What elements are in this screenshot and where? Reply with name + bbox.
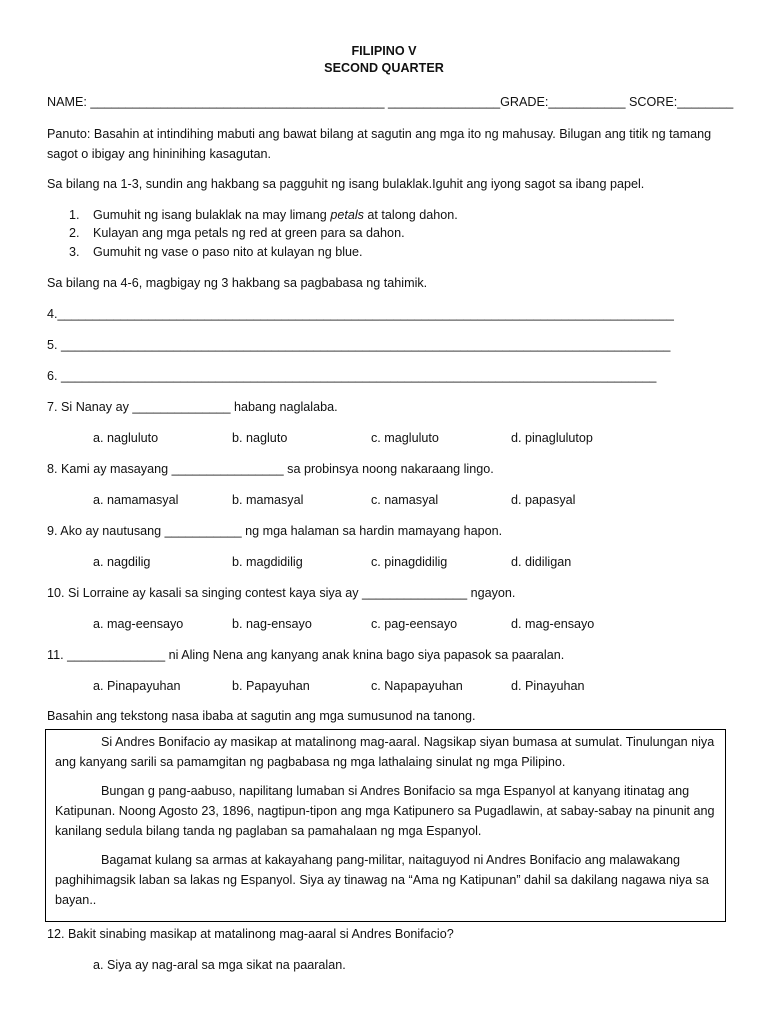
step-text-end: at talong dahon. <box>363 208 458 222</box>
passage-paragraph-2: Bungan g pang-aabuso, napilitang lumaban si Andres Bonifacio sa mga Espanyol at kanyang itinatag ang Katipunan. Noong Agosto 23, 1896, nagtipun-tipon ang mga Katipunero sa Pugadlawin, at sabay-sabay na pinunit ang kanilang sedula bilang tanda ng paglaban sa pamahalaan ng mga Espanyol. <box>55 784 715 838</box>
reading-passage-box <box>45 729 726 922</box>
option-8b[interactable]: b. mamasyal <box>232 493 304 507</box>
title-line-1: FILIPINO V <box>351 44 417 58</box>
option-12a[interactable]: a. Siya ay nag-aral sa mga sikat na paaralan. <box>93 958 346 972</box>
option-10d[interactable]: d. mag-ensayo <box>511 617 595 631</box>
answer-blank-4[interactable]: 4.________________________________________________________________________________________ <box>47 307 674 321</box>
option-7d[interactable]: d. pinaglulutop <box>511 431 593 445</box>
option-8a[interactable]: a. namamasyal <box>93 493 179 507</box>
option-11a[interactable]: a. Pinapayuhan <box>93 679 181 693</box>
answer-blank-6[interactable]: 6. _____________________________________________________________________________________ <box>47 369 657 383</box>
answer-blank-5[interactable]: 5. _______________________________________________________________________________________ <box>47 338 671 352</box>
option-10a[interactable]: a. mag-eensayo <box>93 617 184 631</box>
reading-instructions: Basahin ang tekstong nasa ibaba at sagutin ang mga sumusunod na tanong. <box>47 709 476 723</box>
passage-paragraph-1: Si Andres Bonifacio ay masikap at matalinong mag-aaral. Nagsikap siyan bumasa at sumulat. Tinulungan niya ang kanyang sarili sa pamamgitan ng pagbabasa ng mga lathalaing sinulat ng mga Pilipino. <box>55 735 715 769</box>
question-9: 9. Ako ay nautusang ___________ ng mga halaman sa hardin mamayang hapon. <box>47 524 503 538</box>
panuto-instructions: Panuto: Basahin at intindihing mabuti ang bawat bilang at sagutin ang mga ito ng mahusay. Bilugan ang titik ng tamang sagot o ibigay ang hininihing kasagutan. <box>47 127 712 161</box>
step-text: Gumuhit ng isang bulaklak na may limang <box>93 208 331 222</box>
step-number: 2. <box>69 226 80 240</box>
question-11: 11. ______________ ni Aling Nena ang kanyang anak knina bago siya papasok sa paaralan. <box>47 648 565 662</box>
option-7c[interactable]: c. magluluto <box>371 431 439 445</box>
option-8c[interactable]: c. namasyal <box>371 493 439 507</box>
step-number: 3. <box>69 245 80 259</box>
option-9b[interactable]: b. magdidilig <box>232 555 303 569</box>
step-2 <box>69 226 405 240</box>
option-9c[interactable]: c. pinagdidilig <box>371 555 448 569</box>
option-11b[interactable]: b. Papayuhan <box>232 679 310 693</box>
step-1 <box>69 208 458 222</box>
question-12: 12. Bakit sinabing masikap at matalinong mag-aaral si Andres Bonifacio? <box>47 927 454 941</box>
name-grade-score-line: NAME: __________________________________________ ________________GRADE:___________ SCORE:________ <box>47 95 734 109</box>
option-7b[interactable]: b. nagluto <box>232 431 288 445</box>
question-10: 10. Si Lorraine ay kasali sa singing contest kaya siya ay _______________ ngayon. <box>47 586 516 600</box>
section-1-instructions: Sa bilang na 1-3, sundin ang hakbang sa pagguhit ng isang bulaklak.Iguhit ang iyong sagot sa ibang papel. <box>47 177 645 191</box>
step-text: Gumuhit ng vase o paso nito at kulayan ng blue. <box>93 245 363 259</box>
option-10c[interactable]: c. pag-eensayo <box>371 617 458 631</box>
section-2-instructions: Sa bilang na 4-6, magbigay ng 3 hakbang sa pagbabasa ng tahimik. <box>47 276 428 290</box>
passage-paragraph-3: Bagamat kulang sa armas at kakayahang pang-militar, naitaguyod ni Andres Bonifacio ang malawakang paghihimagsik laban sa lakas ng Espanyol. Siya ay tinawag na “Ama ng Katipunan” dahil sa dakilang nagawa niya sa bayan.. <box>55 853 709 907</box>
step-text: Kulayan ang mga petals ng red at green para sa dahon. <box>93 226 405 240</box>
step-italic-word: petals <box>330 208 364 222</box>
option-11d[interactable]: d. Pinayuhan <box>511 679 585 693</box>
option-7a[interactable]: a. nagluluto <box>93 431 159 445</box>
step-3 <box>69 245 363 259</box>
question-7: 7. Si Nanay ay ______________ habang naglalaba. <box>47 400 338 414</box>
title-line-2: SECOND QUARTER <box>324 61 444 75</box>
option-9a[interactable]: a. nagdilig <box>93 555 151 569</box>
option-10b[interactable]: b. nag-ensayo <box>232 617 312 631</box>
step-number: 1. <box>69 208 80 222</box>
option-9d[interactable]: d. didiligan <box>511 555 572 569</box>
option-11c[interactable]: c. Napapayuhan <box>371 679 463 693</box>
question-8: 8. Kami ay masayang ________________ sa probinsya noong nakaraang lingo. <box>47 462 494 476</box>
option-8d[interactable]: d. papasyal <box>511 493 576 507</box>
